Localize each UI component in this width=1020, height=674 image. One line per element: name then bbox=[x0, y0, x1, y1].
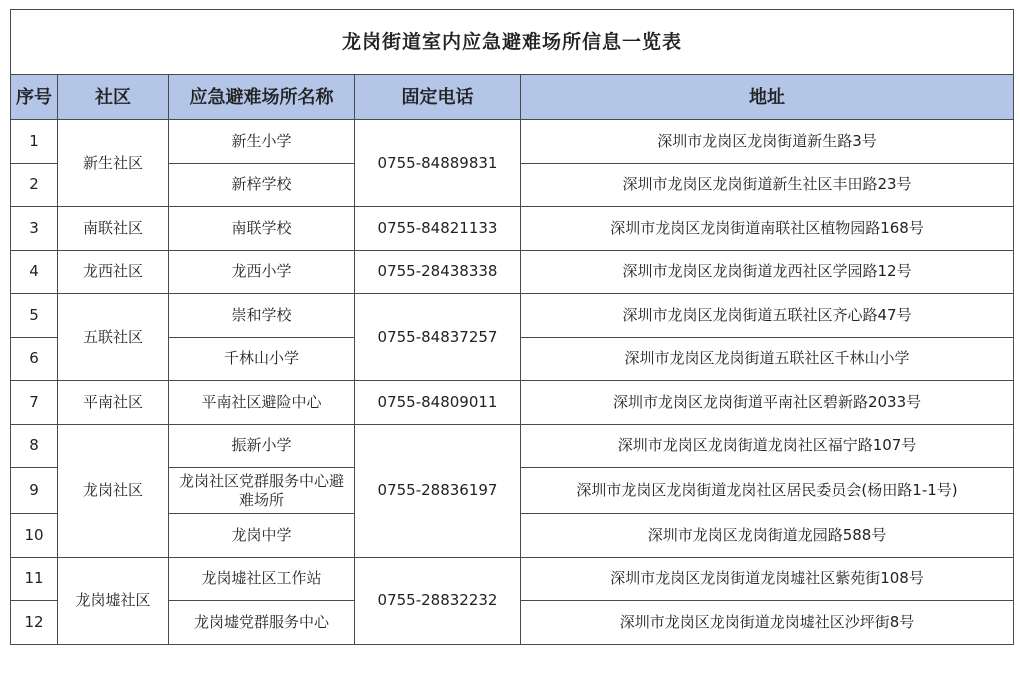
header-address: 地址 bbox=[521, 75, 1014, 120]
header-seq: 序号 bbox=[11, 75, 58, 120]
shelter-name-cell: 振新小学 bbox=[169, 424, 355, 468]
shelter-name-cell: 南联学校 bbox=[169, 207, 355, 251]
phone-cell: 0755-28438338 bbox=[355, 250, 521, 294]
address-cell: 深圳市龙岗区龙岗街道龙岗墟社区紫苑街108号 bbox=[521, 557, 1014, 601]
community-cell: 五联社区 bbox=[58, 294, 169, 381]
table-row bbox=[11, 207, 1014, 251]
address-cell: 深圳市龙岗区龙岗街道新生社区丰田路23号 bbox=[521, 163, 1014, 207]
address-cell: 深圳市龙岗区龙岗街道龙岗墟社区沙坪街8号 bbox=[521, 601, 1014, 645]
shelter-name-cell: 崇和学校 bbox=[169, 294, 355, 338]
header-community: 社区 bbox=[58, 75, 169, 120]
seq-cell: 2 bbox=[11, 163, 58, 207]
address-cell: 深圳市龙岗区龙岗街道南联社区植物园路168号 bbox=[521, 207, 1014, 251]
table-row bbox=[11, 120, 1014, 164]
community-cell: 南联社区 bbox=[58, 207, 169, 251]
address-cell: 深圳市龙岗区龙岗街道龙西社区学园路12号 bbox=[521, 250, 1014, 294]
community-cell: 龙岗墟社区 bbox=[58, 557, 169, 644]
phone-cell: 0755-84837257 bbox=[355, 294, 521, 381]
shelter-name-cell: 龙岗墟党群服务中心 bbox=[169, 601, 355, 645]
table-row bbox=[11, 381, 1014, 425]
title-row bbox=[11, 10, 1014, 75]
seq-cell: 11 bbox=[11, 557, 58, 601]
header-row bbox=[11, 75, 1014, 120]
header-phone: 固定电话 bbox=[355, 75, 521, 120]
table-title: 龙岗街道室内应急避难场所信息一览表 bbox=[11, 10, 1014, 75]
phone-cell: 0755-28836197 bbox=[355, 424, 521, 557]
shelter-name-cell: 龙岗社区党群服务中心避难场所 bbox=[169, 468, 355, 514]
shelter-name-cell: 新生小学 bbox=[169, 120, 355, 164]
phone-cell: 0755-84821133 bbox=[355, 207, 521, 251]
table-row bbox=[11, 424, 1014, 468]
community-cell: 平南社区 bbox=[58, 381, 169, 425]
table-row bbox=[11, 557, 1014, 601]
address-cell: 深圳市龙岗区龙岗街道五联社区齐心路47号 bbox=[521, 294, 1014, 338]
community-cell: 龙西社区 bbox=[58, 250, 169, 294]
seq-cell: 5 bbox=[11, 294, 58, 338]
header-shelter-name: 应急避难场所名称 bbox=[169, 75, 355, 120]
seq-cell: 10 bbox=[11, 514, 58, 558]
seq-cell: 8 bbox=[11, 424, 58, 468]
shelter-info-sheet bbox=[10, 9, 1013, 645]
shelter-info-table bbox=[10, 9, 1014, 645]
phone-cell: 0755-84809011 bbox=[355, 381, 521, 425]
seq-cell: 1 bbox=[11, 120, 58, 164]
shelter-name-cell: 龙岗中学 bbox=[169, 514, 355, 558]
address-cell: 深圳市龙岗区龙岗街道龙岗社区居民委员会(杨田路1-1号) bbox=[521, 468, 1014, 514]
address-cell: 深圳市龙岗区龙岗街道五联社区千林山小学 bbox=[521, 337, 1014, 381]
shelter-name-cell: 龙西小学 bbox=[169, 250, 355, 294]
seq-cell: 4 bbox=[11, 250, 58, 294]
shelter-name-cell: 千林山小学 bbox=[169, 337, 355, 381]
shelter-name-cell: 龙岗墟社区工作站 bbox=[169, 557, 355, 601]
seq-cell: 9 bbox=[11, 468, 58, 514]
phone-cell: 0755-84889831 bbox=[355, 120, 521, 207]
shelter-name-cell: 平南社区避险中心 bbox=[169, 381, 355, 425]
seq-cell: 12 bbox=[11, 601, 58, 645]
table-row bbox=[11, 294, 1014, 338]
address-cell: 深圳市龙岗区龙岗街道平南社区碧新路2033号 bbox=[521, 381, 1014, 425]
seq-cell: 7 bbox=[11, 381, 58, 425]
community-cell: 龙岗社区 bbox=[58, 424, 169, 557]
seq-cell: 3 bbox=[11, 207, 58, 251]
table-row bbox=[11, 250, 1014, 294]
address-cell: 深圳市龙岗区龙岗街道新生路3号 bbox=[521, 120, 1014, 164]
seq-cell: 6 bbox=[11, 337, 58, 381]
phone-cell: 0755-28832232 bbox=[355, 557, 521, 644]
address-cell: 深圳市龙岗区龙岗街道龙岗社区福宁路107号 bbox=[521, 424, 1014, 468]
address-cell: 深圳市龙岗区龙岗街道龙园路588号 bbox=[521, 514, 1014, 558]
community-cell: 新生社区 bbox=[58, 120, 169, 207]
shelter-name-cell: 新梓学校 bbox=[169, 163, 355, 207]
